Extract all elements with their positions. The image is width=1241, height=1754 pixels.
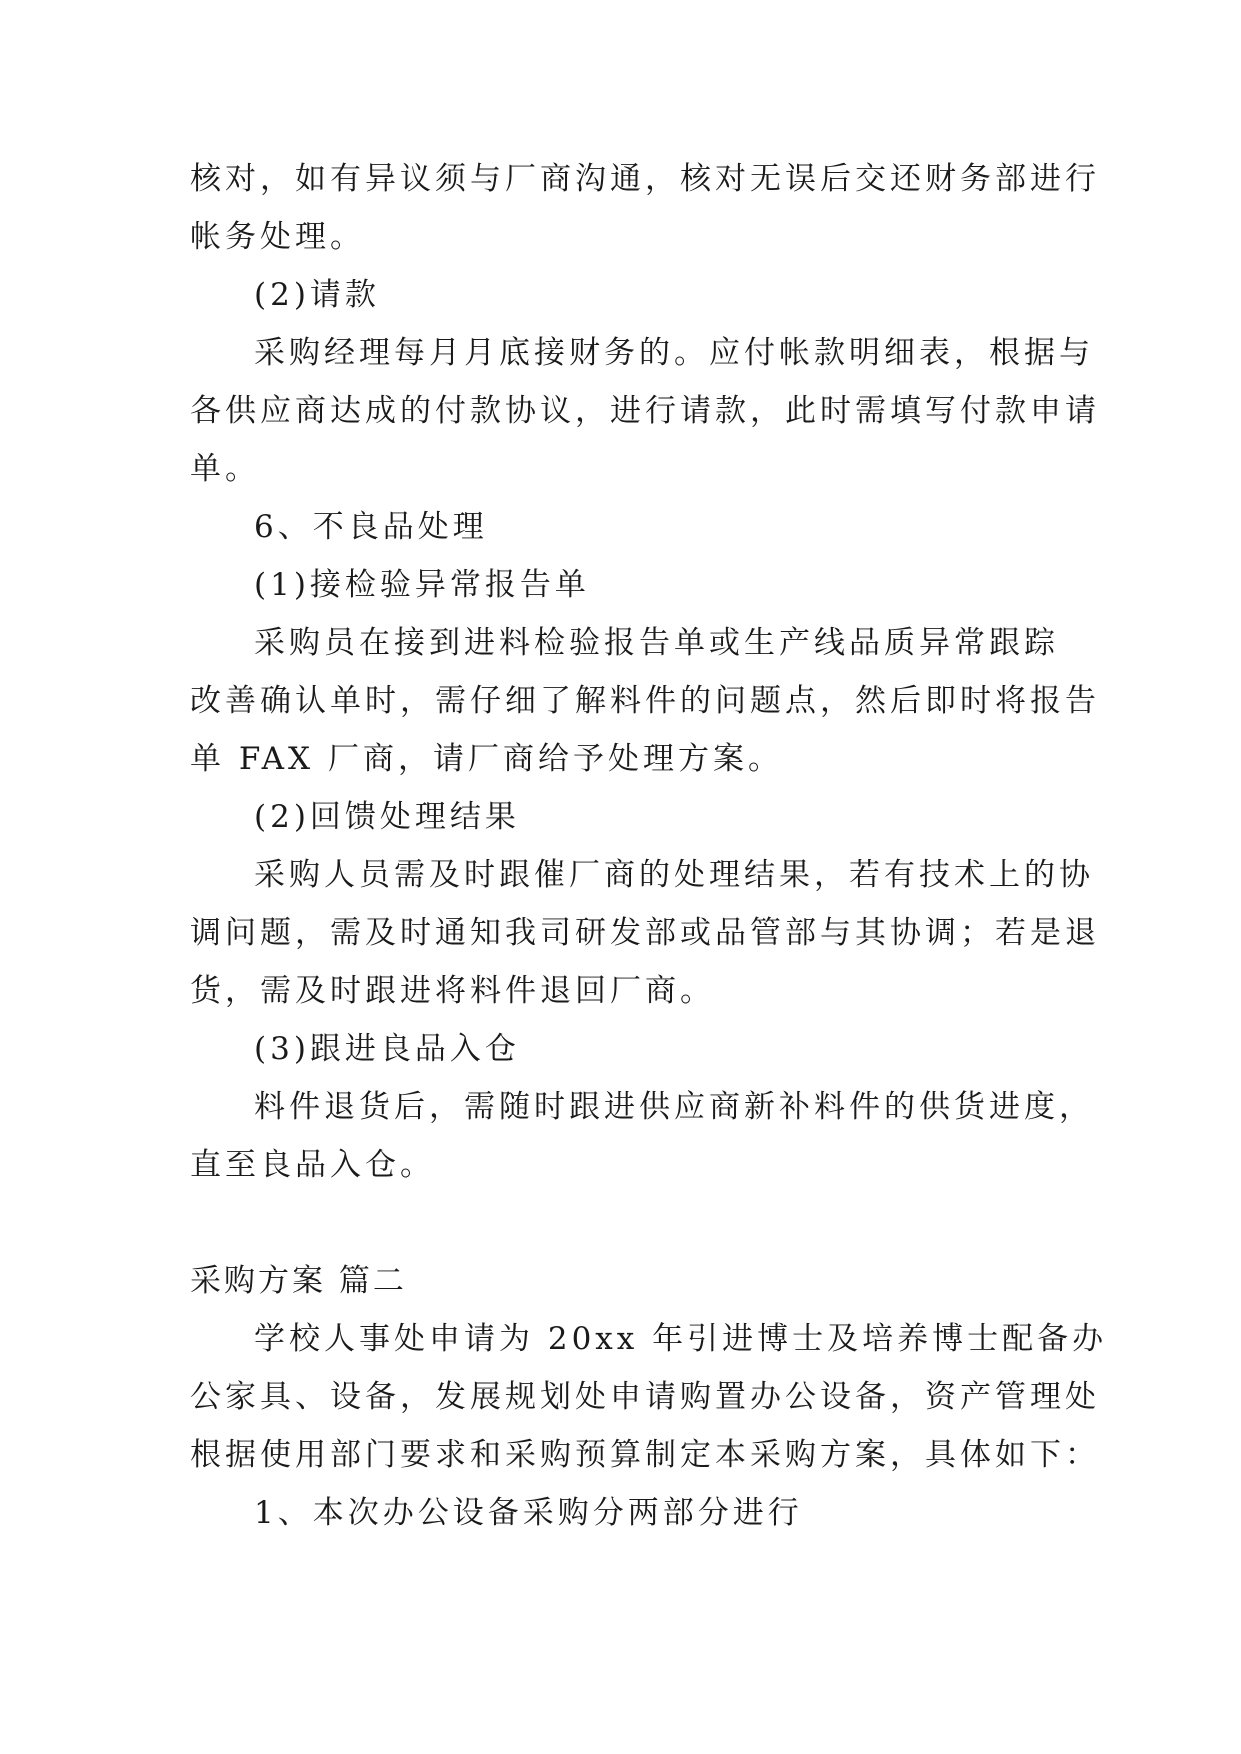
- subheading: (2)回馈处理结果: [254, 799, 520, 835]
- paragraph-line: 调问题，需及时通知我司研发部或品管部与其协调；若是退: [190, 915, 1100, 951]
- paragraph-line: 采购员在接到进料检验报告单或生产线品质异常跟踪: [254, 625, 1059, 661]
- paragraph-line: 货，需及时跟进将料件退回厂商。: [190, 973, 715, 1009]
- subheading: (2)请款: [254, 277, 380, 313]
- paragraph-line: 帐务处理。: [190, 219, 365, 255]
- section-gap: [190, 1194, 1060, 1252]
- subheading: 1、本次办公设备采购分两部分进行: [254, 1495, 803, 1531]
- paragraph-line: 各供应商达成的付款协议，进行请款，此时需填写付款申请: [190, 393, 1100, 429]
- paragraph-line: 单 FAX 厂商，请厂商给予处理方案。: [190, 741, 783, 777]
- section-title: 采购方案 篇二: [190, 1263, 407, 1299]
- paragraph-line: 采购经理每月月底接财务的。应付帐款明细表，根据与: [254, 335, 1094, 371]
- paragraph-line: 料件退货后，需随时跟进供应商新补料件的供货进度，: [254, 1089, 1094, 1125]
- document-page: [190, 150, 1108, 1542]
- paragraph-line: 改善确认单时，需仔细了解料件的问题点，然后即时将报告: [190, 683, 1100, 719]
- paragraph-line: 公家具、设备，发展规划处申请购置办公设备，资产管理处: [190, 1379, 1100, 1415]
- paragraph-line: 直至良品入仓。: [190, 1147, 435, 1183]
- paragraph-line: 学校人事处申请为 20xx 年引进博士及培养博士配备办: [254, 1321, 1108, 1357]
- paragraph-line: 单。: [190, 451, 260, 487]
- paragraph-line: 根据使用部门要求和采购预算制定本采购方案，具体如下：: [190, 1437, 1100, 1473]
- paragraph-line: 采购人员需及时跟催厂商的处理结果，若有技术上的协: [254, 857, 1094, 893]
- subheading: 6、不良品处理: [254, 509, 488, 545]
- subheading: (1)接检验异常报告单: [254, 567, 590, 603]
- paragraph-line: 核对，如有异议须与厂商沟通，核对无误后交还财务部进行: [190, 161, 1100, 197]
- subheading: (3)跟进良品入仓: [254, 1031, 520, 1067]
